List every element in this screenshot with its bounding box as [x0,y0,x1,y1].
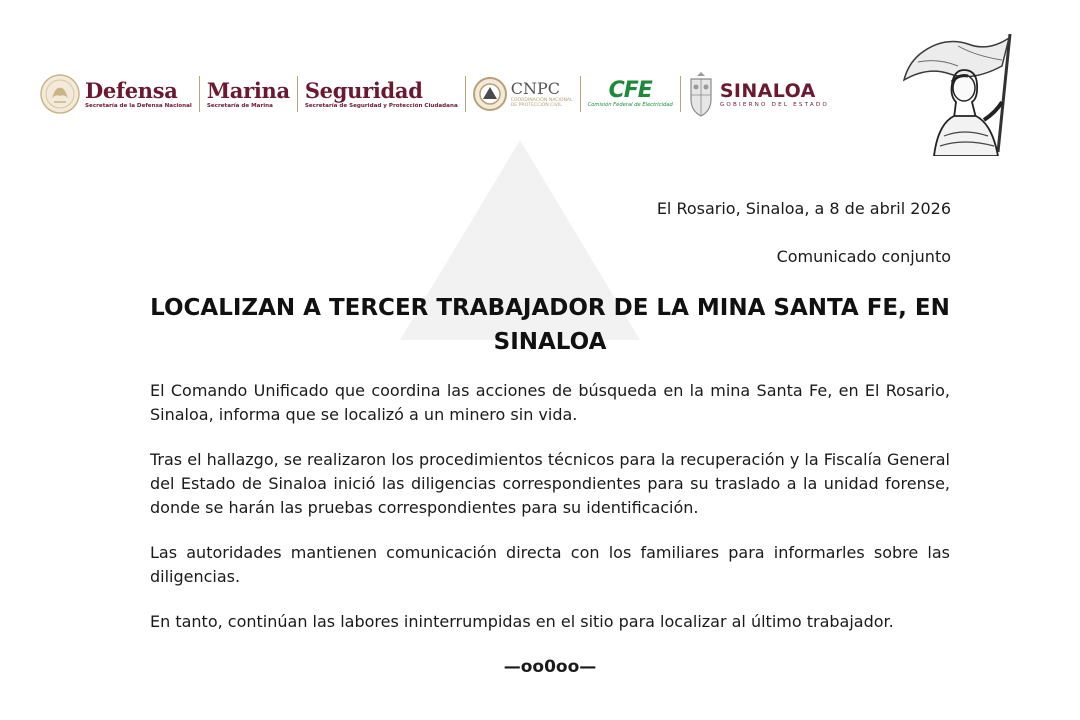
closing-mark: —oo0oo— [503,657,597,677]
logo-marina-subtitle: Secretaría de Marina [206,102,273,109]
logo-divider [297,76,298,112]
cnpc-triangle-icon [473,77,507,111]
logo-cfe-name: CFE [608,77,652,103]
body-paragraph-1: El Comando Unificado que coordina las acciones de búsqueda en la mina Santa Fe, en El Rosario, Sinaloa, informa que se localizó a un minero sin vida. [150,381,950,424]
headline: LOCALIZAN A TERCER TRABAJADOR DE LA MINA SANTA FE, EN SINALOA [150,295,950,355]
logo-sinaloa-subtitle: GOBIERNO DEL ESTADO [719,101,829,108]
logo-cnpc-subtitle-1: COORDINACIÓN NACIONAL [510,98,573,103]
body-paragraph-4: En tanto, continúan las labores ininterrumpidas en el sitio para localizar al último trabajador. [150,612,894,631]
sinaloa-shield-icon [688,71,714,117]
document-type: Comunicado conjunto [776,247,951,266]
logo-marina [207,79,290,110]
logo-cfe [587,77,673,109]
logo-seguridad-subtitle: Secretaría de Seguridad y Protección Ciudadana [304,102,458,109]
eagle-seal-icon [40,74,80,114]
logo-divider [199,76,200,112]
logo-defensa-subtitle: Secretaría de la Defensa Nacional [85,102,192,109]
logo-defensa [85,79,192,110]
logo-divider [680,76,681,112]
logo-cnpc-subtitle-2: DE PROTECCIÓN CIVIL [510,103,562,108]
logo-cnpc-name: CNPC [510,79,560,98]
body-paragraph-3: Las autoridades mantienen comunicación directa con los familiares para informarles sobre las diligencias. [150,543,950,586]
logo-seguridad-name: Seguridad [304,77,423,103]
body-paragraph-2: Tras el hallazgo, se realizaron los procedimientos técnicos para la recuperación y la Fiscalía General del Estado de Sinaloa inició las diligencias correspondientes para su traslado a la unidad forense, donde se harán las pruebas correspondientes para su identificación. [150,450,950,517]
logo-divider [580,76,581,112]
logo-marina-name: Marina [206,77,290,103]
logo-sinaloa-name: SINALOA [719,79,816,102]
logo-sinaloa [720,80,829,109]
logo-defensa-name: Defensa [85,77,178,103]
heroine-flag-illustration [898,32,1022,156]
logo-seguridad [305,79,458,110]
institution-logo-bar [40,66,829,122]
logo-cfe-subtitle: Comisión Federal de Electricidad [587,101,673,108]
logo-cnpc [511,80,573,108]
logo-divider [465,76,466,112]
place-date: El Rosario, Sinaloa, a 8 de abril 2026 [656,199,951,218]
